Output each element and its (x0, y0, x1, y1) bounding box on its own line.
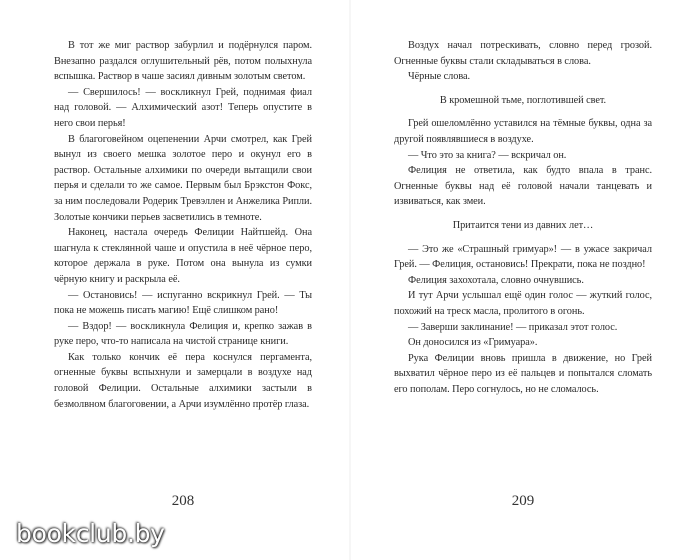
page-number-right: 209 (511, 493, 535, 509)
paragraph: Он доносился из «Гримуара». (408, 337, 538, 349)
paragraph: — Заверши заклинание! — приказал этот голос. (408, 321, 618, 333)
paragraph: В благоговейном оцепенении Арчи смотрел, как Грей вынул из своего мешка золотое перо и окунул его в раствор. Остальные алхимики по очереди вытащили свои перья и сделали то же самое. Первым был Брэкстон Фокс, за ним последовали Родерик Тревэллен и Анжелика Рипли. Золотые кончики перьев засветились в темноте. (54, 133, 312, 223)
paragraph: Наконец, настала очередь Фелиции Найтшейд. Она шагнула к стеклянной чаше и опустила в неё чёрное перо, которое держала в руке. Потом она вынула из сумки чёрную книгу и раскрыла её. (54, 227, 312, 285)
paragraph: Чёрные слова. (408, 71, 471, 83)
page-number-left: 208 (171, 493, 195, 509)
left-page-text (54, 38, 312, 412)
incantation-line: В кромешной тьме, поглотившей свет. (439, 94, 607, 106)
paragraph: В тот же миг раствор забурлил и подёрнулся паром. Внезапно раздался оглушительный рёв, потом полыхнула вспышка. Раствор в чаше засиял дивным золотым светом. (54, 40, 312, 83)
paragraph: Фелиция захохотала, словно очнувшись. (408, 274, 584, 286)
paragraph: — Что это за книга? — вскричал он. (408, 149, 567, 161)
paragraph: Грей ошеломлённо уставился на тёмные буквы, одна за другой появлявшиеся в воздухе. (394, 118, 652, 145)
paragraph: — Это же «Страшный гримуар»! — в ужасе закричал Грей. — Фелиция, остановись! Прекрати, пока не поздно! (394, 243, 652, 271)
site-watermark: bookclub.by (16, 519, 165, 548)
paragraph: Рука Фелиции вновь пришла в движение, но Грей выхватил чёрное перо из её пальцев и попытался сломать его пополам. Перо согнулось, но не сломалось. (394, 352, 652, 395)
paragraph: Фелиция не ответила, как будто впала в транс. Огненные буквы над её головой начали танцевать и извиваться, как змеи. (394, 165, 652, 208)
paragraph: — Свершилось! — воскликнул Грей, поднимая фиал над головой. — Алхимический азот! Теперь опустите в него свои перья! (54, 86, 312, 129)
paragraph: — Вздор! — воскликнула Фелиция и, крепко зажав в руке перо, что-то написала на чистой странице книги. (54, 320, 312, 348)
incantation-line: Притаится тени из давних лет… (452, 219, 594, 231)
right-page-text (394, 38, 652, 397)
paragraph: — Остановись! — испуганно вскрикнул Грей. — Ты пока не можешь писать магию! Ещё слишком рано! (54, 289, 312, 317)
page-gutter (349, 0, 351, 560)
paragraph: И тут Арчи услышал ещё один голос — жуткий голос, похожий на треск масла, пролитого в огонь. (394, 290, 652, 317)
paragraph: Воздух начал потрескивать, словно перед грозой. Огненные буквы стали складываться в слова. (394, 40, 652, 67)
paragraph: Как только кончик её пера коснулся пергамента, огненные буквы вспыхнули и замерцали в воздухе над головой Фелиции. Остальные алхимики застыли в безмолвном благоговении, а Арчи изумлённо протёр глаза. (54, 351, 312, 410)
